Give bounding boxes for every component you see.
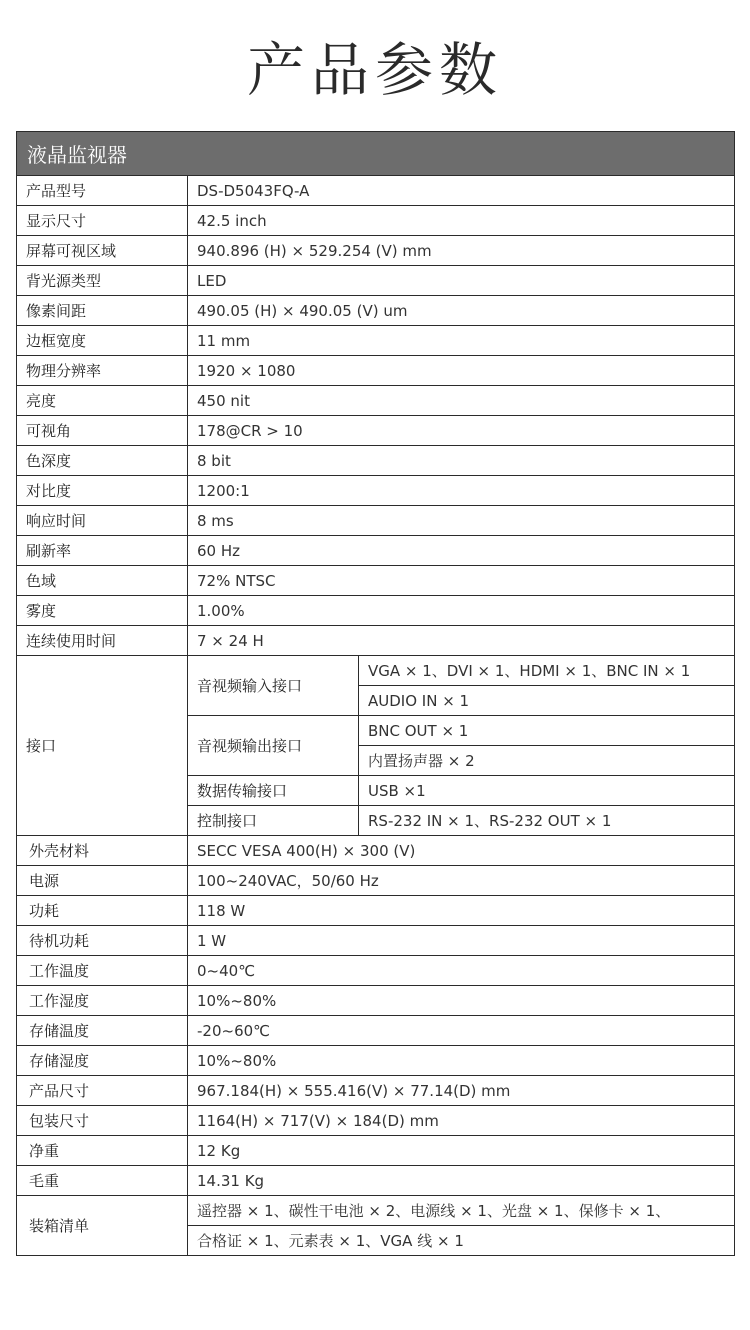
av-output-label: 音视频输出接口 — [188, 716, 359, 776]
packing-line: 合格证 × 1、元素表 × 1、VGA 线 × 1 — [188, 1226, 735, 1256]
spec-label: 功耗 — [17, 896, 188, 926]
spec-label: 像素间距 — [17, 296, 188, 326]
spec-row — [17, 626, 735, 656]
spec-row — [17, 866, 735, 896]
spec-row — [17, 266, 735, 296]
packing-row — [17, 1196, 735, 1226]
page-title: 产品参数 — [246, 36, 503, 104]
spec-row — [17, 386, 735, 416]
spec-value: 10%~80% — [188, 986, 735, 1016]
spec-row — [17, 416, 735, 446]
spec-value: -20~60℃ — [188, 1016, 735, 1046]
data-interface-value: USB ×1 — [359, 776, 735, 806]
spec-label: 响应时间 — [17, 506, 188, 536]
spec-row — [17, 836, 735, 866]
spec-value: 450 nit — [188, 386, 735, 416]
spec-label: 电源 — [17, 866, 188, 896]
av-input-label: 音视频输入接口 — [188, 656, 359, 716]
av-output-value: 内置扬声器 × 2 — [359, 746, 735, 776]
control-interface-label: 控制接口 — [188, 806, 359, 836]
spec-value: 12 Kg — [188, 1136, 735, 1166]
packing-line: 遥控器 × 1、碳性干电池 × 2、电源线 × 1、光盘 × 1、保修卡 × 1、 — [188, 1196, 735, 1226]
spec-value: 8 ms — [188, 506, 735, 536]
spec-value: DS-D5043FQ-A — [188, 176, 735, 206]
spec-label: 亮度 — [17, 386, 188, 416]
spec-label: 对比度 — [17, 476, 188, 506]
av-input-value: VGA × 1、DVI × 1、HDMI × 1、BNC IN × 1 — [359, 656, 735, 686]
spec-value: 72% NTSC — [188, 566, 735, 596]
spec-row — [17, 176, 735, 206]
spec-row — [17, 206, 735, 236]
spec-label: 色域 — [17, 566, 188, 596]
spec-value: 1200:1 — [188, 476, 735, 506]
spec-label: 工作温度 — [17, 956, 188, 986]
spec-label: 边框宽度 — [17, 326, 188, 356]
spec-value: 490.05 (H) × 490.05 (V) um — [188, 296, 735, 326]
spec-label: 连续使用时间 — [17, 626, 188, 656]
spec-row — [17, 506, 735, 536]
section-title: 液晶监视器 — [17, 132, 735, 176]
spec-value: 940.896 (H) × 529.254 (V) mm — [188, 236, 735, 266]
spec-row — [17, 596, 735, 626]
spec-label: 毛重 — [17, 1166, 188, 1196]
spec-row — [17, 356, 735, 386]
spec-label: 背光源类型 — [17, 266, 188, 296]
spec-value: 1.00% — [188, 596, 735, 626]
av-output-value: BNC OUT × 1 — [359, 716, 735, 746]
spec-row — [17, 896, 735, 926]
spec-label: 存储温度 — [17, 1016, 188, 1046]
spec-label: 存储湿度 — [17, 1046, 188, 1076]
spec-row — [17, 326, 735, 356]
spec-label: 可视角 — [17, 416, 188, 446]
spec-value: 1164(H) × 717(V) × 184(D) mm — [188, 1106, 735, 1136]
section-header-row — [17, 132, 735, 176]
data-interface-label: 数据传输接口 — [188, 776, 359, 806]
spec-table — [16, 131, 735, 1256]
spec-value: LED — [188, 266, 735, 296]
spec-label: 产品型号 — [17, 176, 188, 206]
spec-row — [17, 536, 735, 566]
spec-row — [17, 986, 735, 1016]
spec-label: 显示尺寸 — [17, 206, 188, 236]
spec-row — [17, 1136, 735, 1166]
spec-label: 净重 — [17, 1136, 188, 1166]
spec-label: 刷新率 — [17, 536, 188, 566]
spec-row — [17, 956, 735, 986]
spec-label: 包装尺寸 — [17, 1106, 188, 1136]
spec-value: 14.31 Kg — [188, 1166, 735, 1196]
spec-row — [17, 1106, 735, 1136]
packing-label: 装箱清单 — [17, 1196, 188, 1256]
spec-value: 178@CR > 10 — [188, 416, 735, 446]
spec-label: 色深度 — [17, 446, 188, 476]
spec-row — [17, 1046, 735, 1076]
spec-row — [17, 1076, 735, 1106]
spec-row — [17, 476, 735, 506]
spec-value: 0~40℃ — [188, 956, 735, 986]
spec-row — [17, 236, 735, 266]
spec-value: 7 × 24 H — [188, 626, 735, 656]
spec-value: 1 W — [188, 926, 735, 956]
spec-value: 60 Hz — [188, 536, 735, 566]
interface-label: 接口 — [17, 656, 188, 836]
spec-value: 1920 × 1080 — [188, 356, 735, 386]
spec-row — [17, 1016, 735, 1046]
interface-row — [17, 656, 735, 686]
spec-value: 42.5 inch — [188, 206, 735, 236]
spec-label: 产品尺寸 — [17, 1076, 188, 1106]
spec-value: 967.184(H) × 555.416(V) × 77.14(D) mm — [188, 1076, 735, 1106]
spec-label: 屏幕可视区域 — [17, 236, 188, 266]
spec-value: 118 W — [188, 896, 735, 926]
spec-label: 工作湿度 — [17, 986, 188, 1016]
spec-value: 10%~80% — [188, 1046, 735, 1076]
spec-value: 11 mm — [188, 326, 735, 356]
spec-label: 雾度 — [17, 596, 188, 626]
av-input-value: AUDIO IN × 1 — [359, 686, 735, 716]
spec-value: SECC VESA 400(H) × 300 (V) — [188, 836, 735, 866]
spec-label: 物理分辨率 — [17, 356, 188, 386]
spec-row — [17, 296, 735, 326]
spec-row — [17, 446, 735, 476]
spec-label: 待机功耗 — [17, 926, 188, 956]
spec-row — [17, 566, 735, 596]
control-interface-value: RS-232 IN × 1、RS-232 OUT × 1 — [359, 806, 735, 836]
spec-value: 100~240VAC，50/60 Hz — [188, 866, 735, 896]
spec-row — [17, 1166, 735, 1196]
spec-label: 外壳材料 — [17, 836, 188, 866]
spec-row — [17, 926, 735, 956]
spec-value: 8 bit — [188, 446, 735, 476]
